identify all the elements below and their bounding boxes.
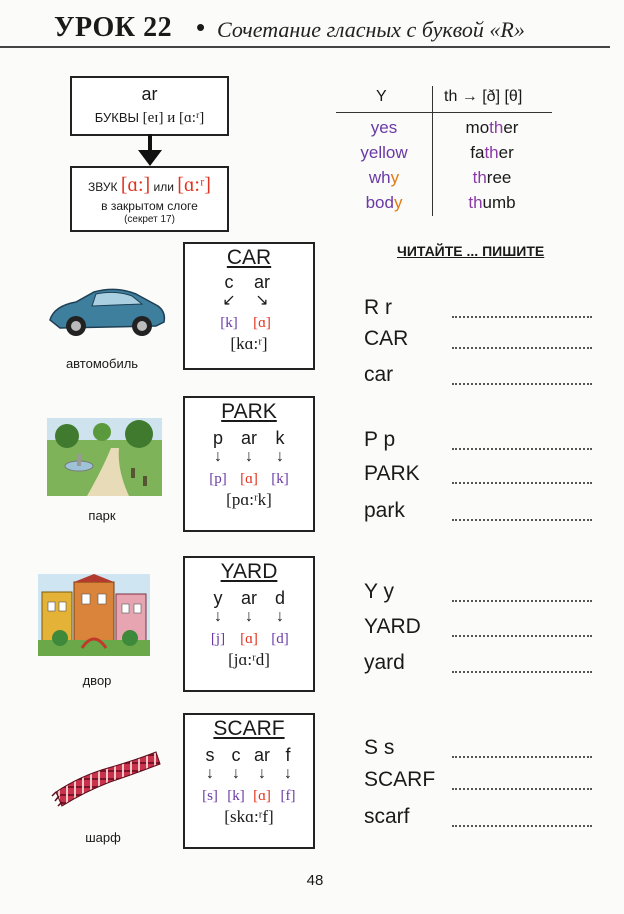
word-title: CAR <box>226 246 272 269</box>
word-title: PARK <box>221 400 277 423</box>
practice-word: scarf <box>364 805 410 828</box>
word-title: YARD <box>220 560 278 583</box>
word-box-scarf <box>183 713 315 849</box>
sound-phoneme-b: [ɑ:ʳ] <box>177 174 211 196</box>
phoneme: [j] <box>210 631 226 647</box>
practice-word: YARD <box>364 615 421 638</box>
phoneme: [f] <box>280 788 296 804</box>
caption-yard: двор <box>82 673 112 688</box>
y-word: yes <box>370 118 398 137</box>
th-word: thumb <box>468 193 516 212</box>
arrow-icon: ↓ <box>214 448 222 465</box>
letter-group: ar <box>240 588 257 608</box>
writing-line[interactable] <box>452 347 592 349</box>
arrow-icon: ↓ <box>245 608 253 625</box>
letter-group: c <box>224 272 234 292</box>
car-illustration <box>46 282 168 340</box>
letter-group: y <box>213 588 223 608</box>
writing-line[interactable] <box>452 756 592 758</box>
transcription: [skɑ:ʳf] <box>224 807 274 826</box>
writing-line[interactable] <box>452 788 592 790</box>
rule-letters-phonetic: [eɪ] и [ɑ:ʳ] <box>142 110 205 126</box>
sound-phoneme-a: [ɑ:] <box>120 174 151 196</box>
sound-or: или <box>153 180 174 194</box>
th-word: mother <box>465 118 519 137</box>
yard-illustration <box>38 574 150 656</box>
col-y-header: Y <box>376 88 387 105</box>
phoneme: [ɑ] <box>240 471 258 487</box>
phoneme: [k] <box>220 315 238 331</box>
practice-word: yard <box>364 651 405 674</box>
col-th-header: th → [ð] [θ] <box>444 88 523 105</box>
writing-line[interactable] <box>452 519 592 521</box>
practice-word: PARK <box>364 462 420 485</box>
phoneme: [ɑ] <box>253 315 271 331</box>
header-divider <box>0 46 610 48</box>
arrow-icon: ↓ <box>284 765 292 782</box>
arrow-icon: ↓ <box>245 448 253 465</box>
letter-group: p <box>212 428 223 448</box>
sound-label: ЗВУК <box>88 180 118 194</box>
letter-group: f <box>285 745 291 765</box>
practice-word: park <box>364 499 405 522</box>
phoneme: [k] <box>227 788 245 804</box>
writing-line[interactable] <box>452 383 592 385</box>
page-number: 48 <box>306 872 324 889</box>
transcription: [jɑ:ʳd] <box>228 650 270 669</box>
closed-syllable-note: в закрытом слоге <box>101 199 198 213</box>
writing-line[interactable] <box>452 671 592 673</box>
practice-word: SCARF <box>364 768 436 791</box>
caption-scarf: шарф <box>85 830 121 845</box>
phoneme: [s] <box>202 788 218 804</box>
caption-car: автомобиль <box>65 356 139 371</box>
word-box-park <box>183 396 315 532</box>
rule-letters-box <box>70 76 229 136</box>
practice-word: S s <box>364 736 395 759</box>
phoneme: [ɑ] <box>240 631 258 647</box>
word-box-car <box>183 242 315 370</box>
y-word: why <box>368 168 400 187</box>
phoneme: [d] <box>271 631 289 647</box>
arrow-icon: ↓ <box>214 608 222 625</box>
lesson-title: УРОК 22 <box>54 12 173 43</box>
y-word: yellow <box>360 143 408 162</box>
caption-park: парк <box>88 508 116 523</box>
writing-line[interactable] <box>452 600 592 602</box>
letter-group: d <box>274 588 285 608</box>
phoneme: [k] <box>271 471 289 487</box>
transcription: [kɑ:ʳ] <box>230 334 268 353</box>
lesson-subtitle: Сочетание гласных с буквой «R» <box>217 17 525 42</box>
rule-sound-box <box>70 166 229 232</box>
comparison-table <box>336 86 552 216</box>
letter-group: ar <box>253 272 270 292</box>
scarf-illustration <box>50 746 162 810</box>
arrow-icon: ↙ <box>222 292 236 309</box>
title-bullet: • <box>196 12 206 42</box>
arrow-icon: ↓ <box>232 765 240 782</box>
practice-word: CAR <box>364 327 409 350</box>
letter-group: ar <box>240 428 257 448</box>
th-word: father <box>470 143 514 162</box>
table-header-rule <box>336 112 552 113</box>
letter-group: k <box>275 428 285 448</box>
word-box-yard <box>183 556 315 692</box>
th-word: three <box>472 168 512 187</box>
letter-group: ar <box>253 745 270 765</box>
table-column-rule <box>432 86 433 216</box>
practice-word: P p <box>364 428 396 451</box>
practice-word: car <box>364 363 394 386</box>
arrow-icon: ↓ <box>206 765 214 782</box>
writing-line[interactable] <box>452 448 592 450</box>
read-write-header: ЧИТАЙТЕ ... ПИШИТЕ <box>397 243 545 259</box>
rule-letters-ar: ar <box>141 84 158 104</box>
practice-word: Y y <box>364 580 394 603</box>
y-word: body <box>365 193 403 212</box>
letter-group: s <box>205 745 215 765</box>
phoneme: [p] <box>209 471 227 487</box>
writing-line[interactable] <box>452 635 592 637</box>
secret-reference: (секрет 17) <box>124 214 175 225</box>
practice-word: R r <box>364 296 392 319</box>
down-arrow-icon <box>133 134 167 168</box>
phoneme: [ɑ] <box>253 788 271 804</box>
writing-line[interactable] <box>452 825 592 827</box>
arrow-icon: ↓ <box>276 448 284 465</box>
writing-line[interactable] <box>452 316 592 318</box>
park-illustration <box>47 418 162 496</box>
arrow-icon: ↓ <box>276 608 284 625</box>
word-title: SCARF <box>213 717 285 740</box>
transcription: [pɑ:ʳk] <box>226 490 272 509</box>
arrow-icon: ↘ <box>255 292 269 309</box>
rule-letters-label: БУКВЫ <box>94 110 139 125</box>
writing-line[interactable] <box>452 482 592 484</box>
letter-group: c <box>231 745 241 765</box>
arrow-icon: ↓ <box>258 765 266 782</box>
